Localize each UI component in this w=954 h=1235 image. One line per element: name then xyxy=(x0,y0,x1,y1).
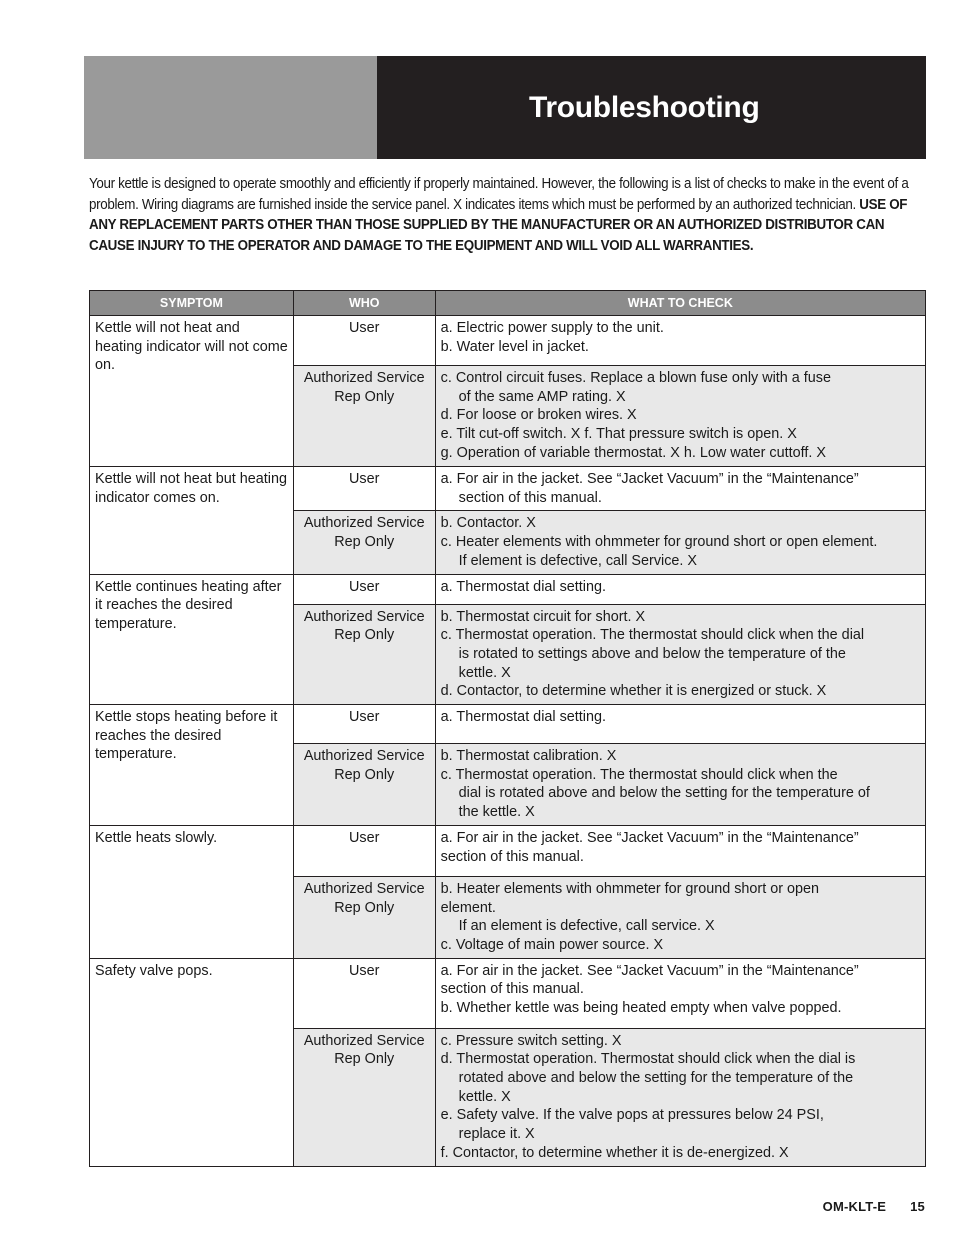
check-item: c. Voltage of main power source. X xyxy=(440,936,664,953)
check-item: a. Thermostat dial setting. xyxy=(440,578,606,595)
who-cell-authorized: Authorized Service Rep Only xyxy=(293,744,435,826)
check-item: e. Safety valve. If the valve pops at pressures below 24 PSI, xyxy=(440,1107,824,1124)
check-item: b. Contactor. X xyxy=(440,515,536,532)
check-cell-user xyxy=(435,316,925,366)
check-item: of the same AMP rating. X xyxy=(458,388,626,405)
who-cell-authorized: Authorized Service Rep Only xyxy=(293,1028,435,1166)
check-item: section of this manual. xyxy=(440,848,584,865)
who-cell-authorized: Authorized Service Rep Only xyxy=(293,366,435,467)
check-item: section of this manual. xyxy=(440,981,584,998)
check-item: b. Heater elements with ohmmeter for ground short or open xyxy=(440,880,820,897)
check-item: f. Contactor, to determine whether it is de-energized. X xyxy=(440,1144,789,1161)
check-item: If element is defective, call Service. X xyxy=(458,552,698,569)
document-code: OM-KLT-E xyxy=(822,1199,887,1214)
check-item: c. Heater elements with ohmmeter for ground short or open element. xyxy=(440,534,878,551)
check-cell-authorized xyxy=(435,604,925,705)
check-item: b. Whether kettle was being heated empty when valve popped. xyxy=(440,1000,842,1017)
page-title: Troubleshooting xyxy=(529,90,760,124)
check-item: b. Thermostat calibration. X xyxy=(440,748,617,765)
page-footer xyxy=(823,1199,925,1214)
check-cell-user xyxy=(435,705,925,744)
check-item: the kettle. X xyxy=(458,804,535,821)
check-item: d. Thermostat operation. Thermostat should click when the dial is xyxy=(440,1051,856,1068)
symptom-cell: Kettle heats slowly. xyxy=(90,825,294,958)
check-item: b. Thermostat circuit for short. X xyxy=(440,608,646,625)
check-item: section of this manual. xyxy=(458,489,602,506)
troubleshooting-table xyxy=(89,290,926,1167)
check-item: a. For air in the jacket. See “Jacket Vacuum” in the “Maintenance” xyxy=(440,829,859,846)
table-row xyxy=(90,705,926,744)
header-band xyxy=(84,56,926,159)
check-item: element. xyxy=(440,899,496,916)
check-cell-authorized xyxy=(435,1028,925,1166)
check-item: kettle. X xyxy=(458,1088,511,1105)
intro-text: Your kettle is designed to operate smoothly and efficiently if properly maintained. However, the following is a list of checks to make in the event of a problem. Wiring diagrams are furnished inside the service panel. X indicates items which must be performed by an authorized technician. xyxy=(89,176,909,213)
who-cell-user: User xyxy=(293,467,435,511)
who-cell-user: User xyxy=(293,825,435,876)
check-item: d. Contactor, to determine whether it is energized or stuck. X xyxy=(440,683,827,700)
table-row xyxy=(90,316,926,366)
check-item: a. Electric power supply to the unit. xyxy=(440,320,664,336)
header-grey-block xyxy=(84,56,377,159)
who-cell-authorized: Authorized Service Rep Only xyxy=(293,511,435,574)
table-row xyxy=(90,825,926,876)
check-item: a. For air in the jacket. See “Jacket Vacuum” in the “Maintenance” xyxy=(440,962,859,979)
symptom-cell: Kettle will not heat but heating indicator comes on. xyxy=(90,467,294,575)
symptom-cell: Kettle continues heating after it reaches the desired temperature. xyxy=(90,574,294,705)
check-item: replace it. X xyxy=(458,1126,535,1143)
who-cell-user: User xyxy=(293,705,435,744)
check-cell-user xyxy=(435,825,925,876)
check-item: e. Tilt cut-off switch. X f. That pressure switch is open. X xyxy=(440,426,797,443)
check-item: a. Thermostat dial setting. xyxy=(440,709,606,726)
header-who: WHO xyxy=(293,291,435,316)
intro-warning: USE OF ANY REPLACEMENT PARTS OTHER THAN THOSE SUPPLIED BY THE MANUFACTURER OR AN AUTHORIZED DISTRIBUTOR CAN CAUSE INJURY TO THE OPERATOR AND DAMAGE TO THE EQUIPMENT AND WILL VOID ALL WARRANTIES. xyxy=(89,196,908,254)
symptom-cell: Kettle stops heating before it reaches the desired temperature. xyxy=(90,705,294,826)
check-item: If an element is defective, call service. X xyxy=(458,918,715,935)
who-cell-authorized: Authorized Service Rep Only xyxy=(293,876,435,958)
check-item: c. Thermostat operation. The thermostat should click when the xyxy=(440,766,838,783)
check-cell-user xyxy=(435,958,925,1028)
who-cell-user: User xyxy=(293,574,435,604)
check-cell-authorized xyxy=(435,511,925,574)
check-item: dial is rotated above and below the setting for the temperature of xyxy=(458,785,870,802)
page-number: 15 xyxy=(910,1199,925,1214)
check-item: c. Pressure switch setting. X xyxy=(440,1032,622,1049)
check-item: b. Water level in jacket. xyxy=(440,338,589,355)
check-item: kettle. X xyxy=(458,664,511,681)
who-cell-user: User xyxy=(293,958,435,1028)
check-item: c. Control circuit fuses. Replace a blown fuse only with a fuse xyxy=(440,370,832,386)
table-header-row xyxy=(90,291,926,316)
check-cell-authorized xyxy=(435,744,925,826)
table-body xyxy=(90,316,926,1167)
check-item: rotated above and below the setting for the temperature of the xyxy=(458,1070,854,1087)
table-row xyxy=(90,467,926,511)
header-what-to-check: WHAT TO CHECK xyxy=(435,291,925,316)
table-row xyxy=(90,958,926,1028)
table-row xyxy=(90,574,926,604)
check-cell-authorized xyxy=(435,366,925,467)
check-item: a. For air in the jacket. See “Jacket Vacuum” in the “Maintenance” xyxy=(440,471,859,487)
check-cell-user xyxy=(435,574,925,604)
intro-paragraph xyxy=(89,174,926,256)
check-cell-user xyxy=(435,467,925,511)
header-symptom: SYMPTOM xyxy=(90,291,294,316)
symptom-cell: Safety valve pops. xyxy=(90,958,294,1166)
check-item: g. Operation of variable thermostat. X h. Low water cuttoff. X xyxy=(440,444,826,461)
check-cell-authorized xyxy=(435,876,925,958)
who-cell-authorized: Authorized Service Rep Only xyxy=(293,604,435,705)
check-item: d. For loose or broken wires. X xyxy=(440,407,637,424)
header-title-block xyxy=(377,56,926,159)
check-item: is rotated to settings above and below the temperature of the xyxy=(458,645,846,662)
who-cell-user: User xyxy=(293,316,435,366)
check-item: c. Thermostat operation. The thermostat should click when the dial xyxy=(440,627,865,644)
symptom-cell: Kettle will not heat and heating indicator will not come on. xyxy=(90,316,294,467)
